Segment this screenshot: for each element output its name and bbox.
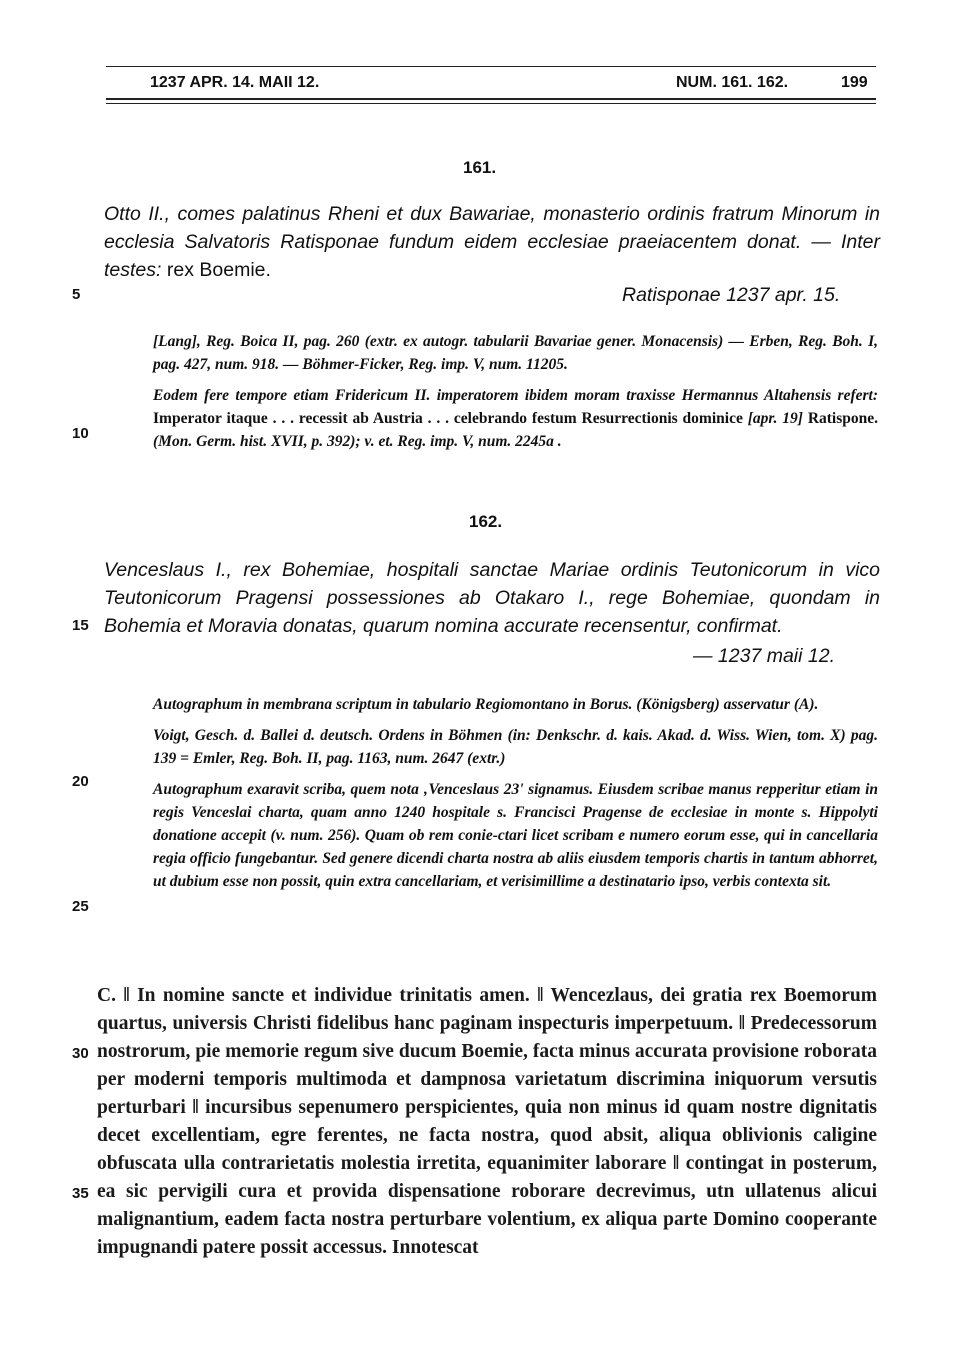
- document-162-notes: [153, 693, 878, 901]
- document-161-regest: [104, 200, 880, 284]
- line-number: 30: [72, 1045, 89, 1062]
- line-number: 10: [72, 425, 89, 442]
- page-number: 199: [841, 74, 868, 91]
- header-rule-top: [106, 66, 876, 67]
- document-162-note-scribe: Autographum exaravit scriba, quem nota ‚Venceslaus 23' signamus. Eiusdem scribae manus repperitur etiam in regis Venceslai charta, quam anno 1240 hospitale s. Francisci Pragense de ecclesiae in monte s. Hippolyti donatione accepit (v. num. 256). Quam ob rem conie-ctari licet scribam e numero eorum esse, qui in cancellaria regia officio fungebantur. Sed genere dicendi charta nostra ab aliis eiusdem temporis chartis in tantum abhorret, ut dubium esse non possit, quin extra cancellariam, et verisimillime a destinatario ipso, verbis contexta sit.: [153, 781, 878, 890]
- line-number: 35: [72, 1185, 89, 1202]
- document-161-regest-text: Otto II., comes palatinus Rheni et dux Bawariae, monasterio ordinis fratrum Minorum in ecclesia Salvatoris Ratisponae fundum eidem ecclesiae praeiacentem donat. — Inter testes:: [104, 203, 880, 281]
- document-161-witness: rex Boemie.: [166, 259, 271, 281]
- document-162-note-autograph: Autographum in membrana scriptum in tabulario Regiomontano in Borus. (Königsberg) asservatur (A).: [153, 696, 819, 713]
- header-date-range: 1237 APR. 14. MAII 12.: [150, 74, 320, 91]
- header-document-numbers: NUM. 161. 162.: [676, 74, 789, 91]
- document-162-regest: Venceslaus I., rex Bohemiae, hospitali sanctae Mariae ordinis Teutonicorum in vico Teutonicorum Pragensi possessiones ab Otakaro I., rege Bohemiae, quondam in Bohemia et Moravia donatas, quarum nomina accurate recensentur, confirmat.: [104, 559, 880, 637]
- document-161-number: 161.: [463, 158, 497, 177]
- document-161-note-context: Eodem fere tempore etiam Fridericum II. imperatorem ibidem moram traxisse Hermannus Altahensis refert: Imperator itaque . . . recessit ab Austria . . . celebrando festum Resurrectionis dominice [apr. 19] Ratispone. (Mon. Germ. hist. XVII, p. 392); v. et. Reg. imp. V, num. 2245a .: [153, 387, 879, 450]
- document-161-place-date: Ratisponae 1237 apr. 15.: [622, 284, 841, 306]
- line-number: 5: [72, 286, 81, 303]
- document-162-charter-text: C. ‖ In nomine sancte et individue trinitatis amen. ‖ Wencezlaus, dei gratia rex Boemorum quartus, universis Christi fidelibus hanc paginam inspecturis imperpetuum. ‖ Predecessorum nostrorum, pie memorie regum sive ducum Boemie, facta minus accurata provisione roborata per moderni temporis multimoda et dampnosa varietatum discrimina iniquorum versutis perturbari ‖ incursibus sepenumero perspicientes, quia non minus id quam nostre dignitatis decet excellentiam, egre ferentes, ne facta nostra, quod absit, aliqua oblivionis caligine obfuscata ulla contrarietatis molestia irretita, equanimiter laborare ‖ contingat in posterum, ea sic pervigili cura et provida dispensatione roborare decrevimus, utn ullatenus alicui malignantium, eadem facta nostra perturbare volentium, ex aliqua parte Domino cooperante impugnandi patere possit accessus. Innotescat: [97, 985, 877, 1258]
- line-number: 25: [72, 898, 89, 915]
- document-162-date: — 1237 maii 12.: [693, 645, 835, 667]
- line-number: 20: [72, 773, 89, 790]
- document-161-note-editions: [Lang], Reg. Boica II, pag. 260 (extr. ex autogr. tabularii Bavariae gener. Monacensis) — Erben, Reg. Boh. I, pag. 427, num. 918. — Böhmer-Ficker, Reg. imp. V, num. 11205.: [153, 333, 878, 373]
- document-162-note-editions: Voigt, Gesch. d. Ballei d. deutsch. Ordens in Böhmen (in: Denkschr. d. kais. Akad. d. Wiss. Wien, tom. X) pag. 139 = Emler, Reg. Boh. II, pag. 1163, num. 2647 (extr.): [153, 727, 878, 767]
- line-number: 15: [72, 617, 89, 634]
- document-162-number: 162.: [469, 512, 503, 531]
- document-161-notes: [153, 330, 878, 461]
- header-rule-bottom-thin: [106, 103, 876, 104]
- header-rule-bottom: [106, 98, 876, 100]
